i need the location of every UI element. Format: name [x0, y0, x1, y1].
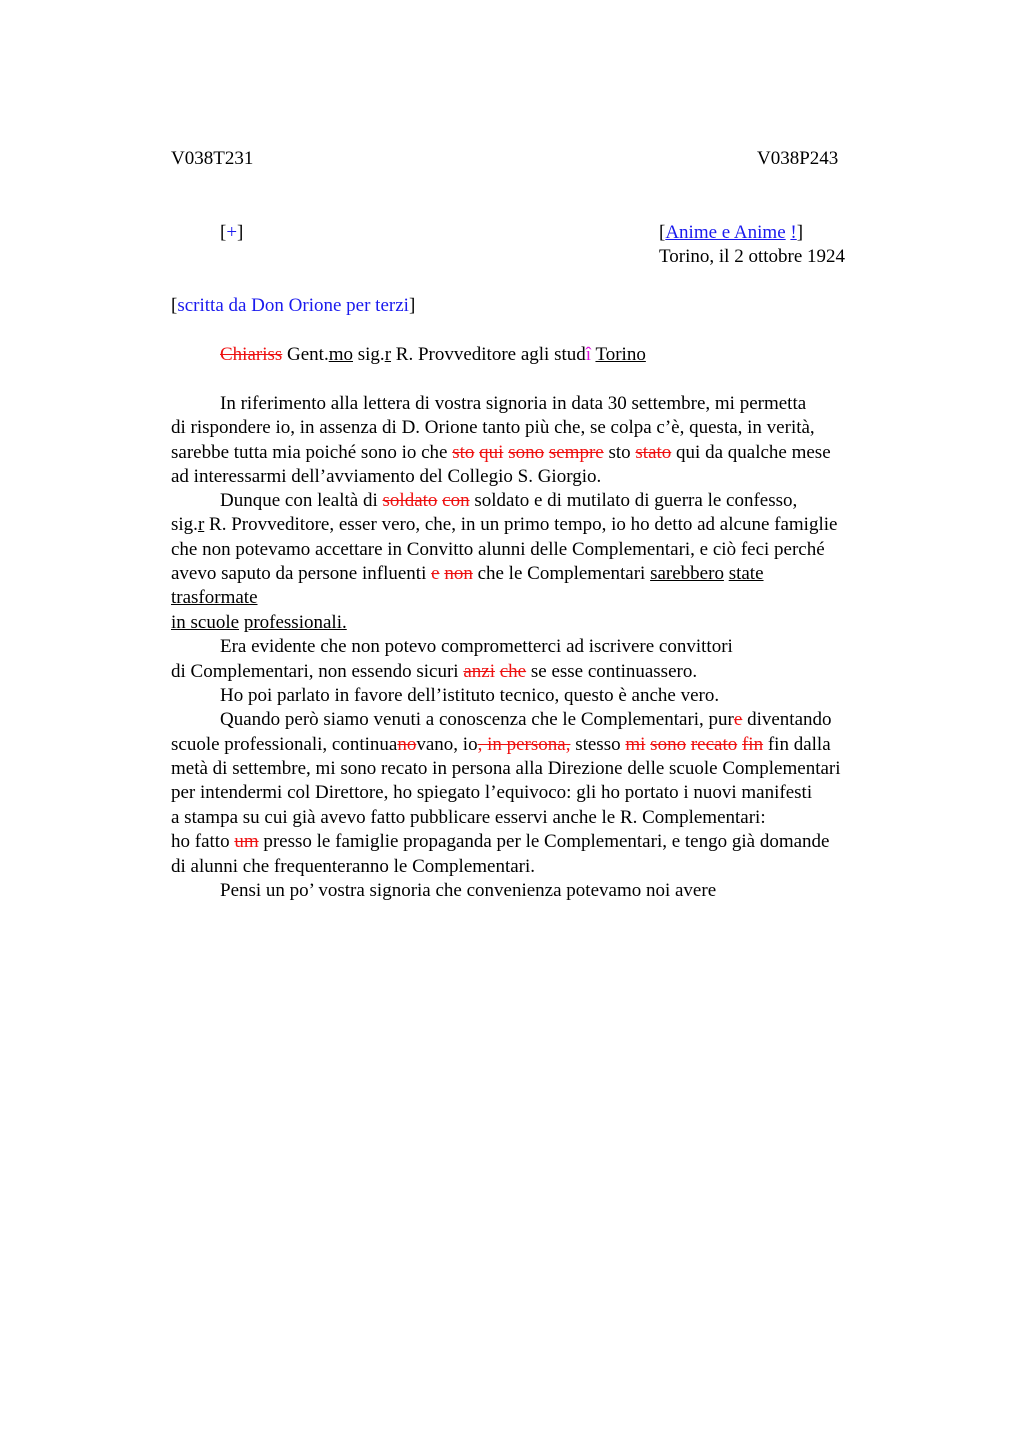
deleted-text: non [444, 563, 473, 584]
underlined-text: professionali. [243, 612, 347, 633]
bracket: [ [171, 295, 178, 316]
text-line [171, 612, 347, 634]
text-line: per intendermi col Direttore, ho spiegato l’equivoco: gli ho portato i nuovi manifesti [171, 782, 813, 803]
text-line: che non potevamo accettare in Convitto alunni delle Complementari, e ciò feci perché [171, 539, 825, 560]
deleted-text: Chiariss [220, 344, 283, 365]
text-line: Era evidente che non potevo comprometterci ad iscrivere convittori [220, 636, 733, 657]
deleted-text: sono [650, 734, 687, 755]
accent-mark: î [585, 344, 592, 365]
text-line: metà di settembre, mi sono recato in persona alla Direzione delle scuole Complementari [171, 758, 841, 779]
plus-marker [220, 222, 243, 244]
deleted-text: che [499, 661, 527, 682]
deleted-text: sono [508, 442, 545, 463]
text-line [171, 587, 258, 609]
bracket: ] [408, 295, 416, 316]
deleted-text: sto [452, 442, 475, 463]
underlined-text: state [728, 563, 764, 584]
bracket: [ [220, 222, 227, 243]
deleted-text: mi [625, 734, 646, 755]
note-text: scritta da Don Orione per terzi [177, 295, 409, 316]
title-exclamation-link[interactable]: ! [790, 222, 797, 243]
text-line: avevo saputo da persone influenti e non che le Complementari sarebbero state [171, 563, 764, 584]
text-line: di Complementari, non essendo sicuri anzi che se esse continuassero. [171, 661, 698, 682]
deleted-text: stato [635, 442, 672, 463]
bracket: ] [796, 222, 804, 243]
text-line: Ho poi parlato in favore dell’istituto tecnico, questo è anche vero. [220, 685, 720, 706]
underlined-text: trasformate [171, 587, 258, 608]
left-document-code: V038T231 [171, 148, 254, 169]
plus-link[interactable]: + [226, 222, 238, 243]
text-line: di rispondere io, in assenza di D. Orione tanto più che, se colpa c’è, questa, in verità, [171, 417, 815, 438]
salutation: Chiariss Gent.mo sig.r R. Provveditore agli studî Torino [220, 344, 646, 365]
deleted-text: anzi [463, 661, 495, 682]
text-line: In riferimento alla lettera di vostra signoria in data 30 settembre, mi permetta [220, 393, 807, 414]
text-line: Pensi un po’ vostra signoria che convenienza potevamo noi avere [220, 880, 717, 901]
text-line: di alunni che frequenteranno le Complementari. [171, 856, 536, 877]
deleted-text: um [234, 831, 259, 852]
editorial-note [171, 295, 415, 317]
deleted-text: soldato [382, 490, 438, 511]
place-date: Torino, il 2 ottobre 1924 [659, 246, 846, 267]
deleted-text: e [733, 709, 743, 730]
right-document-code: V038P243 [757, 148, 839, 169]
deleted-text: no [397, 734, 417, 755]
deleted-text: con [442, 490, 470, 511]
text-line: Quando però siamo venuti a conoscenza che le Complementari, pure diventando [220, 709, 832, 730]
text-line: scuole professionali, continuanovano, io, in persona, stesso mi sono recato fin fin dalla [171, 734, 831, 755]
deleted-text: sempre [548, 442, 604, 463]
underlined-text: sarebbero [650, 563, 724, 584]
underlined-text: in scuole [171, 612, 240, 633]
text-line: ho fatto um presso le famiglie propaganda per le Complementari, e tengo già domande [171, 831, 830, 852]
text-line: Dunque con lealtà di soldato con soldato e di mutilato di guerra le confesso, [220, 490, 798, 511]
bracket: ] [237, 222, 244, 243]
deleted-text: fin [741, 734, 764, 755]
deleted-text: qui [479, 442, 504, 463]
deleted-text: , in persona, [477, 734, 571, 755]
text-line: sig.r R. Provveditore, esser vero, che, in un primo tempo, io ho detto ad alcune famiglie [171, 514, 838, 535]
underlined-text: Torino [595, 344, 646, 365]
letter-title [659, 222, 803, 244]
title-link[interactable]: Anime e Anime [665, 222, 786, 243]
deleted-text: recato [690, 734, 738, 755]
deleted-text: e [431, 563, 440, 584]
bracket: [ [659, 222, 666, 243]
text-line: a stampa su cui già avevo fatto pubblicare esservi anche le R. Complementari: [171, 807, 766, 828]
text-line: ad interessarmi dell’avviamento del Collegio S. Giorgio. [171, 466, 602, 487]
text-line: sarebbe tutta mia poiché sono io che sto qui sono sempre sto stato qui da qualche mese [171, 442, 831, 463]
